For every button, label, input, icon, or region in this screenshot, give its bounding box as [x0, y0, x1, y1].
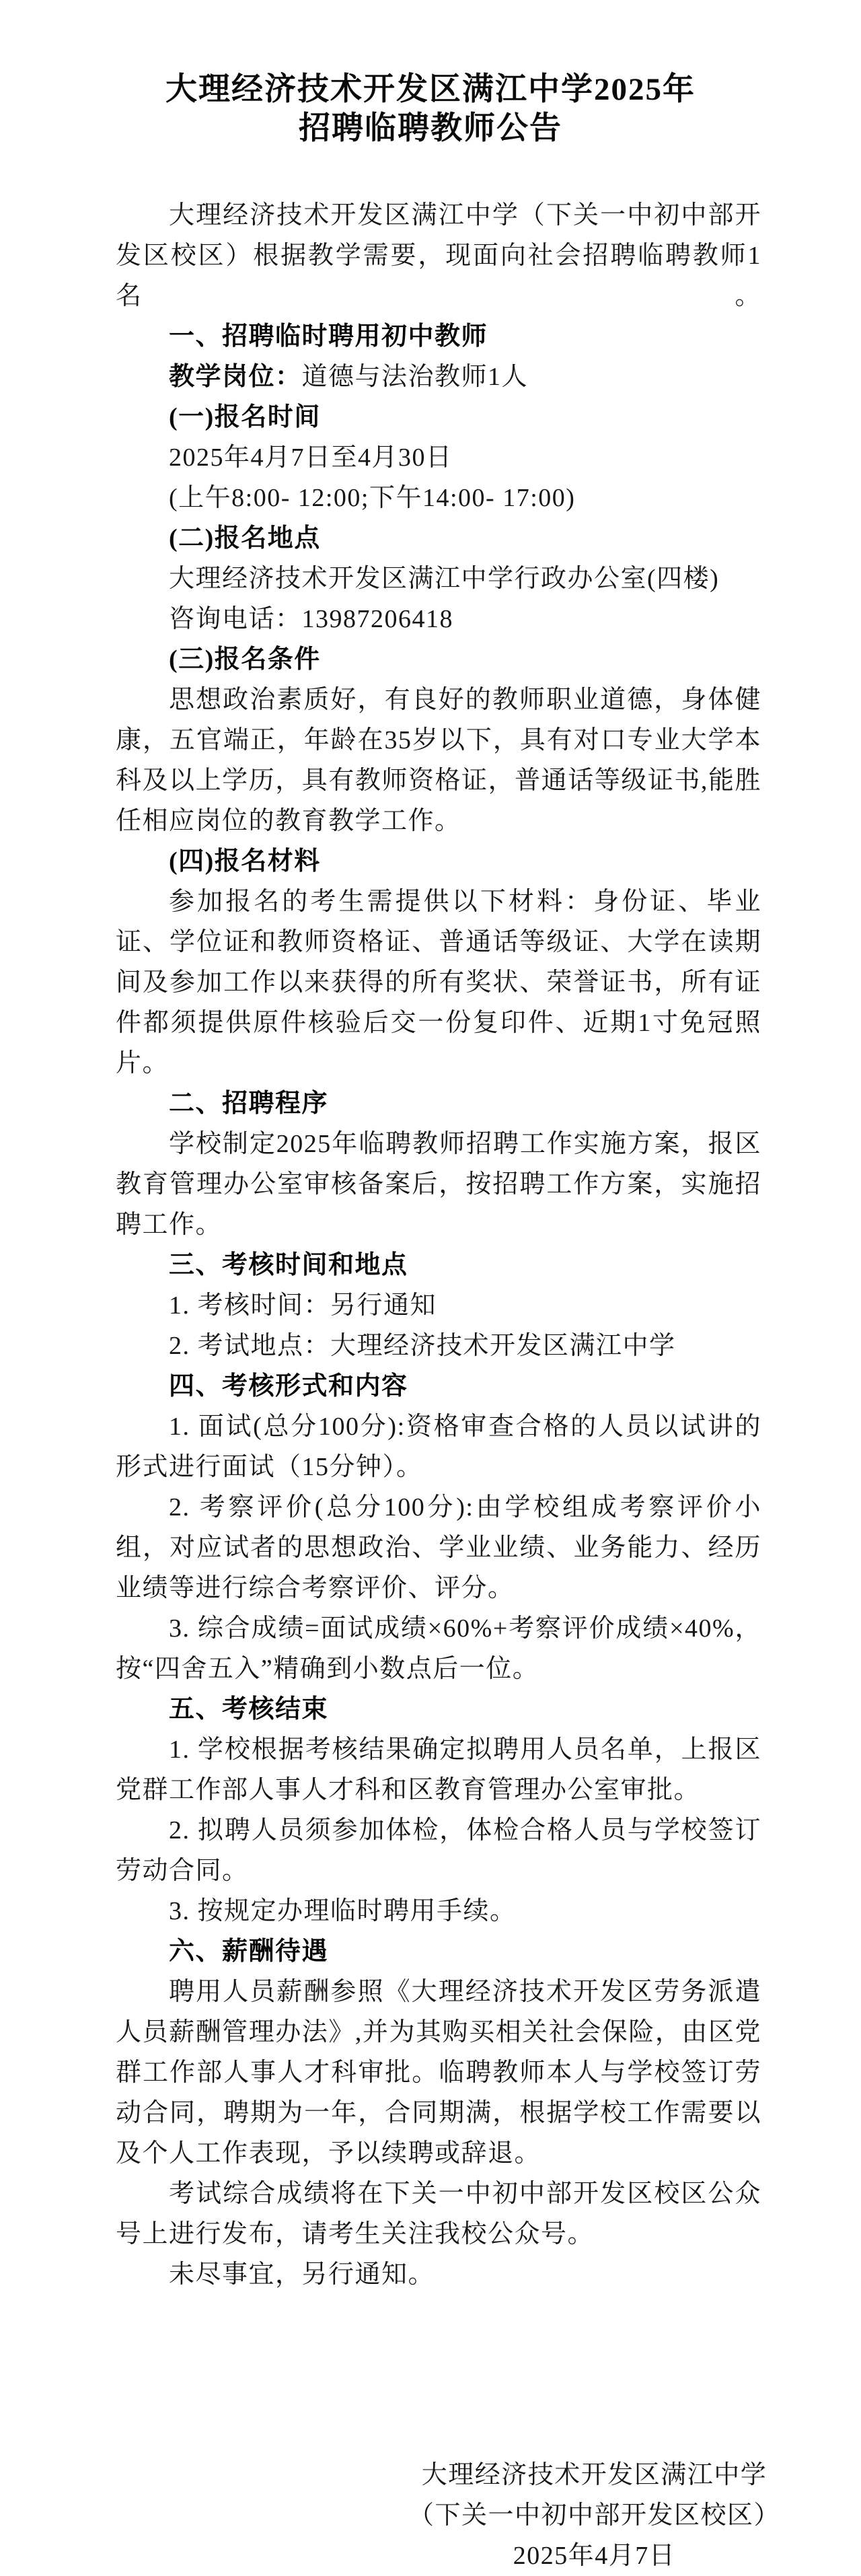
field-value: 道德与法治教师1人: [301, 363, 529, 391]
section-heading: 五、考核结束: [169, 1695, 329, 1723]
paragraph: 参加报名的考生需提供以下材料：身份证、毕业证、学位证和教师资格证、普通话等级证、大学在读期间及参加工作以来获得的所有奖状、荣誉证书，所有证件都须提供原件核验后交一份复印件、近期1寸免冠照片。: [116, 888, 761, 1077]
paragraph: 思想政治素质好，有良好的教师职业道德，身体健康，五官端正，年龄在35岁以下，具有对口专业大学本科及以上学历，具有教师资格证，普通话等级证书,能胜任相应岗位的教育教学工作。: [116, 686, 761, 835]
section-heading: 一、招聘临时聘用初中教师: [169, 322, 488, 351]
text-line: 大理经济技术开发区满江中学行政办公室(四楼): [169, 565, 720, 593]
field-label: 教学岗位：: [169, 363, 302, 391]
title-line-2: 招聘临聘教师公告: [299, 111, 562, 146]
teaching-post-line: [116, 357, 761, 397]
paragraph: 2. 拟聘人员须参加体检，体检合格人员与学校签订劳动合同。: [116, 1816, 761, 1885]
intro-paragraph: 大理经济技术开发区满江中学（下关一中初中部开发区校区）根据教学需要，现面向社会招聘临聘教师1名。: [116, 201, 761, 310]
text-line: 未尽事宜，另行通知。: [169, 2260, 435, 2289]
paragraph: 3. 综合成绩=面试成绩×60%+考察评价成绩×40%，按“四舍五入”精确到小数点后一位。: [116, 1614, 761, 1683]
section-heading: 三、考核时间和地点: [169, 1251, 408, 1279]
paragraph: 2. 考察评价(总分100分):由学校组成考察评价小组，对应试者的思想政治、学业业绩、业务能力、经历业绩等进行综合考察评价、评分。: [116, 1493, 761, 1602]
subsection-heading: (四)报名材料: [169, 847, 321, 875]
section-heading: 四、考核形式和内容: [169, 1372, 408, 1400]
paragraph: 1. 学校根据考核结果确定拟聘用人员名单，上报区党群工作部人事人才科和区教育管理办公室审批。: [116, 1736, 761, 1804]
document-body: [116, 195, 761, 2295]
signature-date: 2025年4月7日: [513, 2542, 676, 2570]
subsection-heading: (二)报名地点: [169, 524, 321, 552]
list-item: 1. 考核时间：另行通知: [169, 1291, 437, 1320]
signature-campus-name: （下关一中初中部开发区校区）: [408, 2501, 780, 2530]
list-item: 2. 考试地点：大理经济技术开发区满江中学: [169, 1332, 676, 1360]
paragraph: 1. 面试(总分100分):资格审查合格的人员以试讲的形式进行面试（15分钟）。: [116, 1412, 761, 1481]
paragraph: 考试综合成绩将在下关一中初中部开发区校区公众号上进行发布，请考生关注我校公众号。: [116, 2180, 761, 2248]
subsection-heading: (三)报名条件: [169, 645, 321, 674]
text-line: (上午8:00- 12:00;下午14:00- 17:00): [169, 484, 576, 512]
title-line-1: 大理经济技术开发区满江中学2025年: [165, 72, 696, 107]
document-title: [0, 0, 861, 148]
text-line: 咨询电话：13987206418: [169, 605, 454, 633]
signature-block: [408, 2455, 780, 2576]
list-item: 3. 按规定办理临时聘用手续。: [169, 1897, 517, 1925]
subsection-heading: (一)报名时间: [169, 403, 321, 431]
section-heading: 二、招聘程序: [169, 1089, 329, 1118]
paragraph: 聘用人员薪酬参照《大理经济技术开发区劳务派遣人员薪酬管理办法》,并为其购买相关社会保险，由区党群工作部人事人才科审批。临聘教师本人与学校签订劳动合同，聘期为一年，合同期满，根据学校工作需要以及个人工作表现，予以续聘或辞退。: [116, 1978, 761, 2168]
signature-school-name: 大理经济技术开发区满江中学: [421, 2461, 768, 2489]
section-heading: 六、薪酬待遇: [169, 1937, 329, 1966]
paragraph: 学校制定2025年临聘教师招聘工作实施方案，报区教育管理办公室审核备案后，按招聘工作方案，实施招聘工作。: [116, 1130, 761, 1239]
text-line: 2025年4月7日至4月30日: [169, 443, 453, 472]
